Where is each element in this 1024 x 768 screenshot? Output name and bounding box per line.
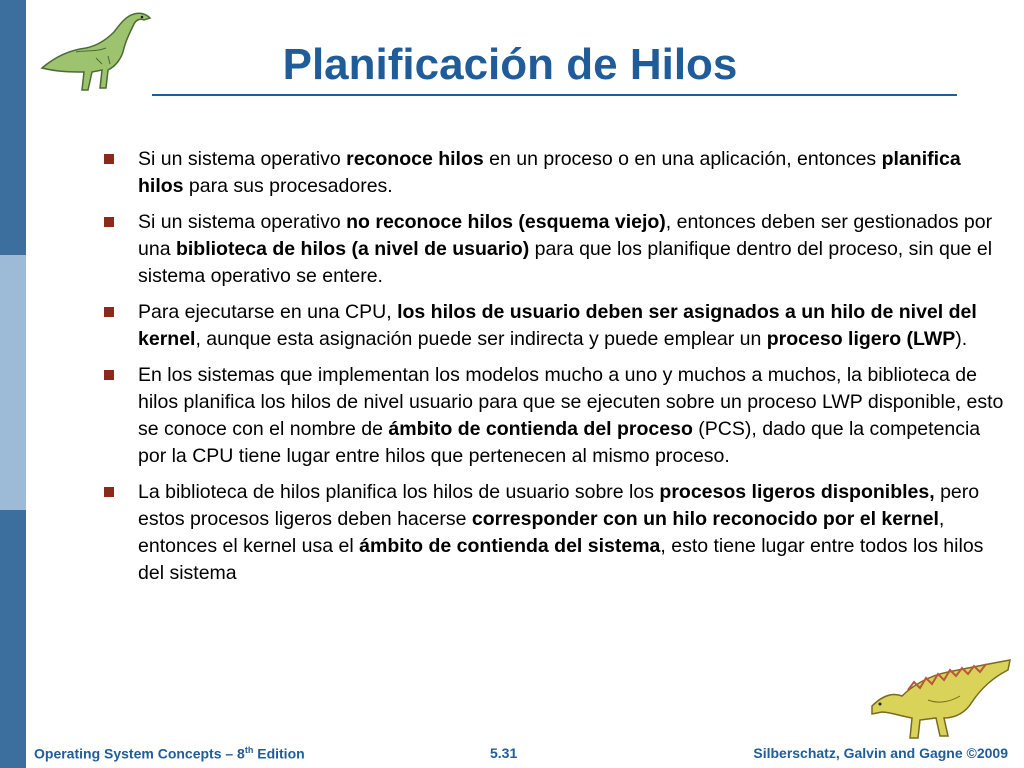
sidebar-band-top [0, 0, 26, 255]
bullet-text: , entonces el kernel usa el [138, 508, 945, 557]
bullet-text-bold: reconoce hilos [346, 148, 484, 170]
bullet-text: en un proceso o en una aplicación, entonces [483, 148, 882, 170]
bullet-list [98, 146, 1008, 596]
bullet-text: La biblioteca de hilos planifica los hilos de usuario sobre los [138, 481, 660, 503]
bullet-text: , esto tiene lugar entre todos los hilos del sistema [138, 535, 984, 584]
sidebar-band-middle [0, 255, 26, 510]
square-bullet-icon [104, 154, 114, 164]
bullet-text: para que los planifique dentro del proceso, sin que el sistema operativo se entere. [138, 238, 993, 287]
square-bullet-icon [104, 307, 114, 317]
bullet-text: En los sistemas que implementan los modelos mucho a uno y muchos a muchos, la biblioteca de hilos planifica los hilos de nivel usuario para que se ejecuten sobre un proceso LWP disponible, esto se conoce con el nombre de [138, 364, 1004, 440]
sidebar-band-bottom [0, 510, 26, 768]
dinosaur-top-icon [36, 6, 156, 96]
bullet-text: ). [955, 328, 968, 350]
bullet-text-bold: los hilos de usuario deben ser asignados a un hilo de nivel del kernel [138, 301, 977, 350]
bullet-text-bold: proceso ligero (LWP [766, 328, 956, 350]
footer-authors: Silberschatz, Galvin and Gagne ©2009 [753, 745, 1008, 761]
bullet-text: Si un sistema operativo [138, 211, 347, 233]
footer-book-suffix: Edition [253, 745, 305, 762]
slide-title: Planificación de Hilos [282, 40, 738, 89]
footer-book-title [34, 745, 305, 762]
footer-page-number: 5.31 [490, 745, 518, 761]
bullet-item [98, 299, 1008, 353]
bullet-item [98, 479, 1008, 587]
bullet-text: , aunque esta asignación puede ser indirecta y puede emplear un [195, 328, 767, 350]
dinosaur-bottom-icon [868, 656, 1018, 742]
bullet-text: para sus procesadores. [183, 175, 393, 197]
bullet-text-bold: biblioteca de hilos (a nivel de usuario) [175, 238, 530, 260]
bullet-text: Para ejecutarse en una CPU, [138, 301, 398, 323]
footer-book-sup: th [244, 745, 254, 755]
bullet-item [98, 362, 1008, 470]
bullet-item [98, 209, 1008, 290]
bullet-text: pero estos procesos ligeros deben hacerse [138, 481, 980, 530]
bullet-text: , entonces deben ser gestionados por una [138, 211, 993, 260]
bullet-text-bold: procesos ligeros disponibles, [659, 481, 935, 503]
title-divider [152, 94, 957, 96]
square-bullet-icon [104, 487, 114, 497]
square-bullet-icon [104, 370, 114, 380]
square-bullet-icon [104, 217, 114, 227]
bullet-item [98, 146, 1008, 200]
bullet-text: Si un sistema operativo [138, 148, 347, 170]
bullet-text-bold: planifica hilos [138, 148, 961, 197]
bullet-text-bold: no reconoce hilos (esquema viejo) [346, 211, 666, 233]
bullet-text-bold: corresponder con un hilo reconocido por el kernel [471, 508, 939, 530]
footer-book-prefix: Operating System Concepts – 8 [34, 745, 245, 762]
bullet-text-bold: ámbito de contienda del sistema [359, 535, 661, 557]
bullet-text-bold: ámbito de contienda del proceso [388, 418, 693, 440]
bullet-text: (PCS), dado que la competencia por la CPU tiene lugar entre hilos que pertenecen al mismo proceso. [138, 418, 981, 467]
